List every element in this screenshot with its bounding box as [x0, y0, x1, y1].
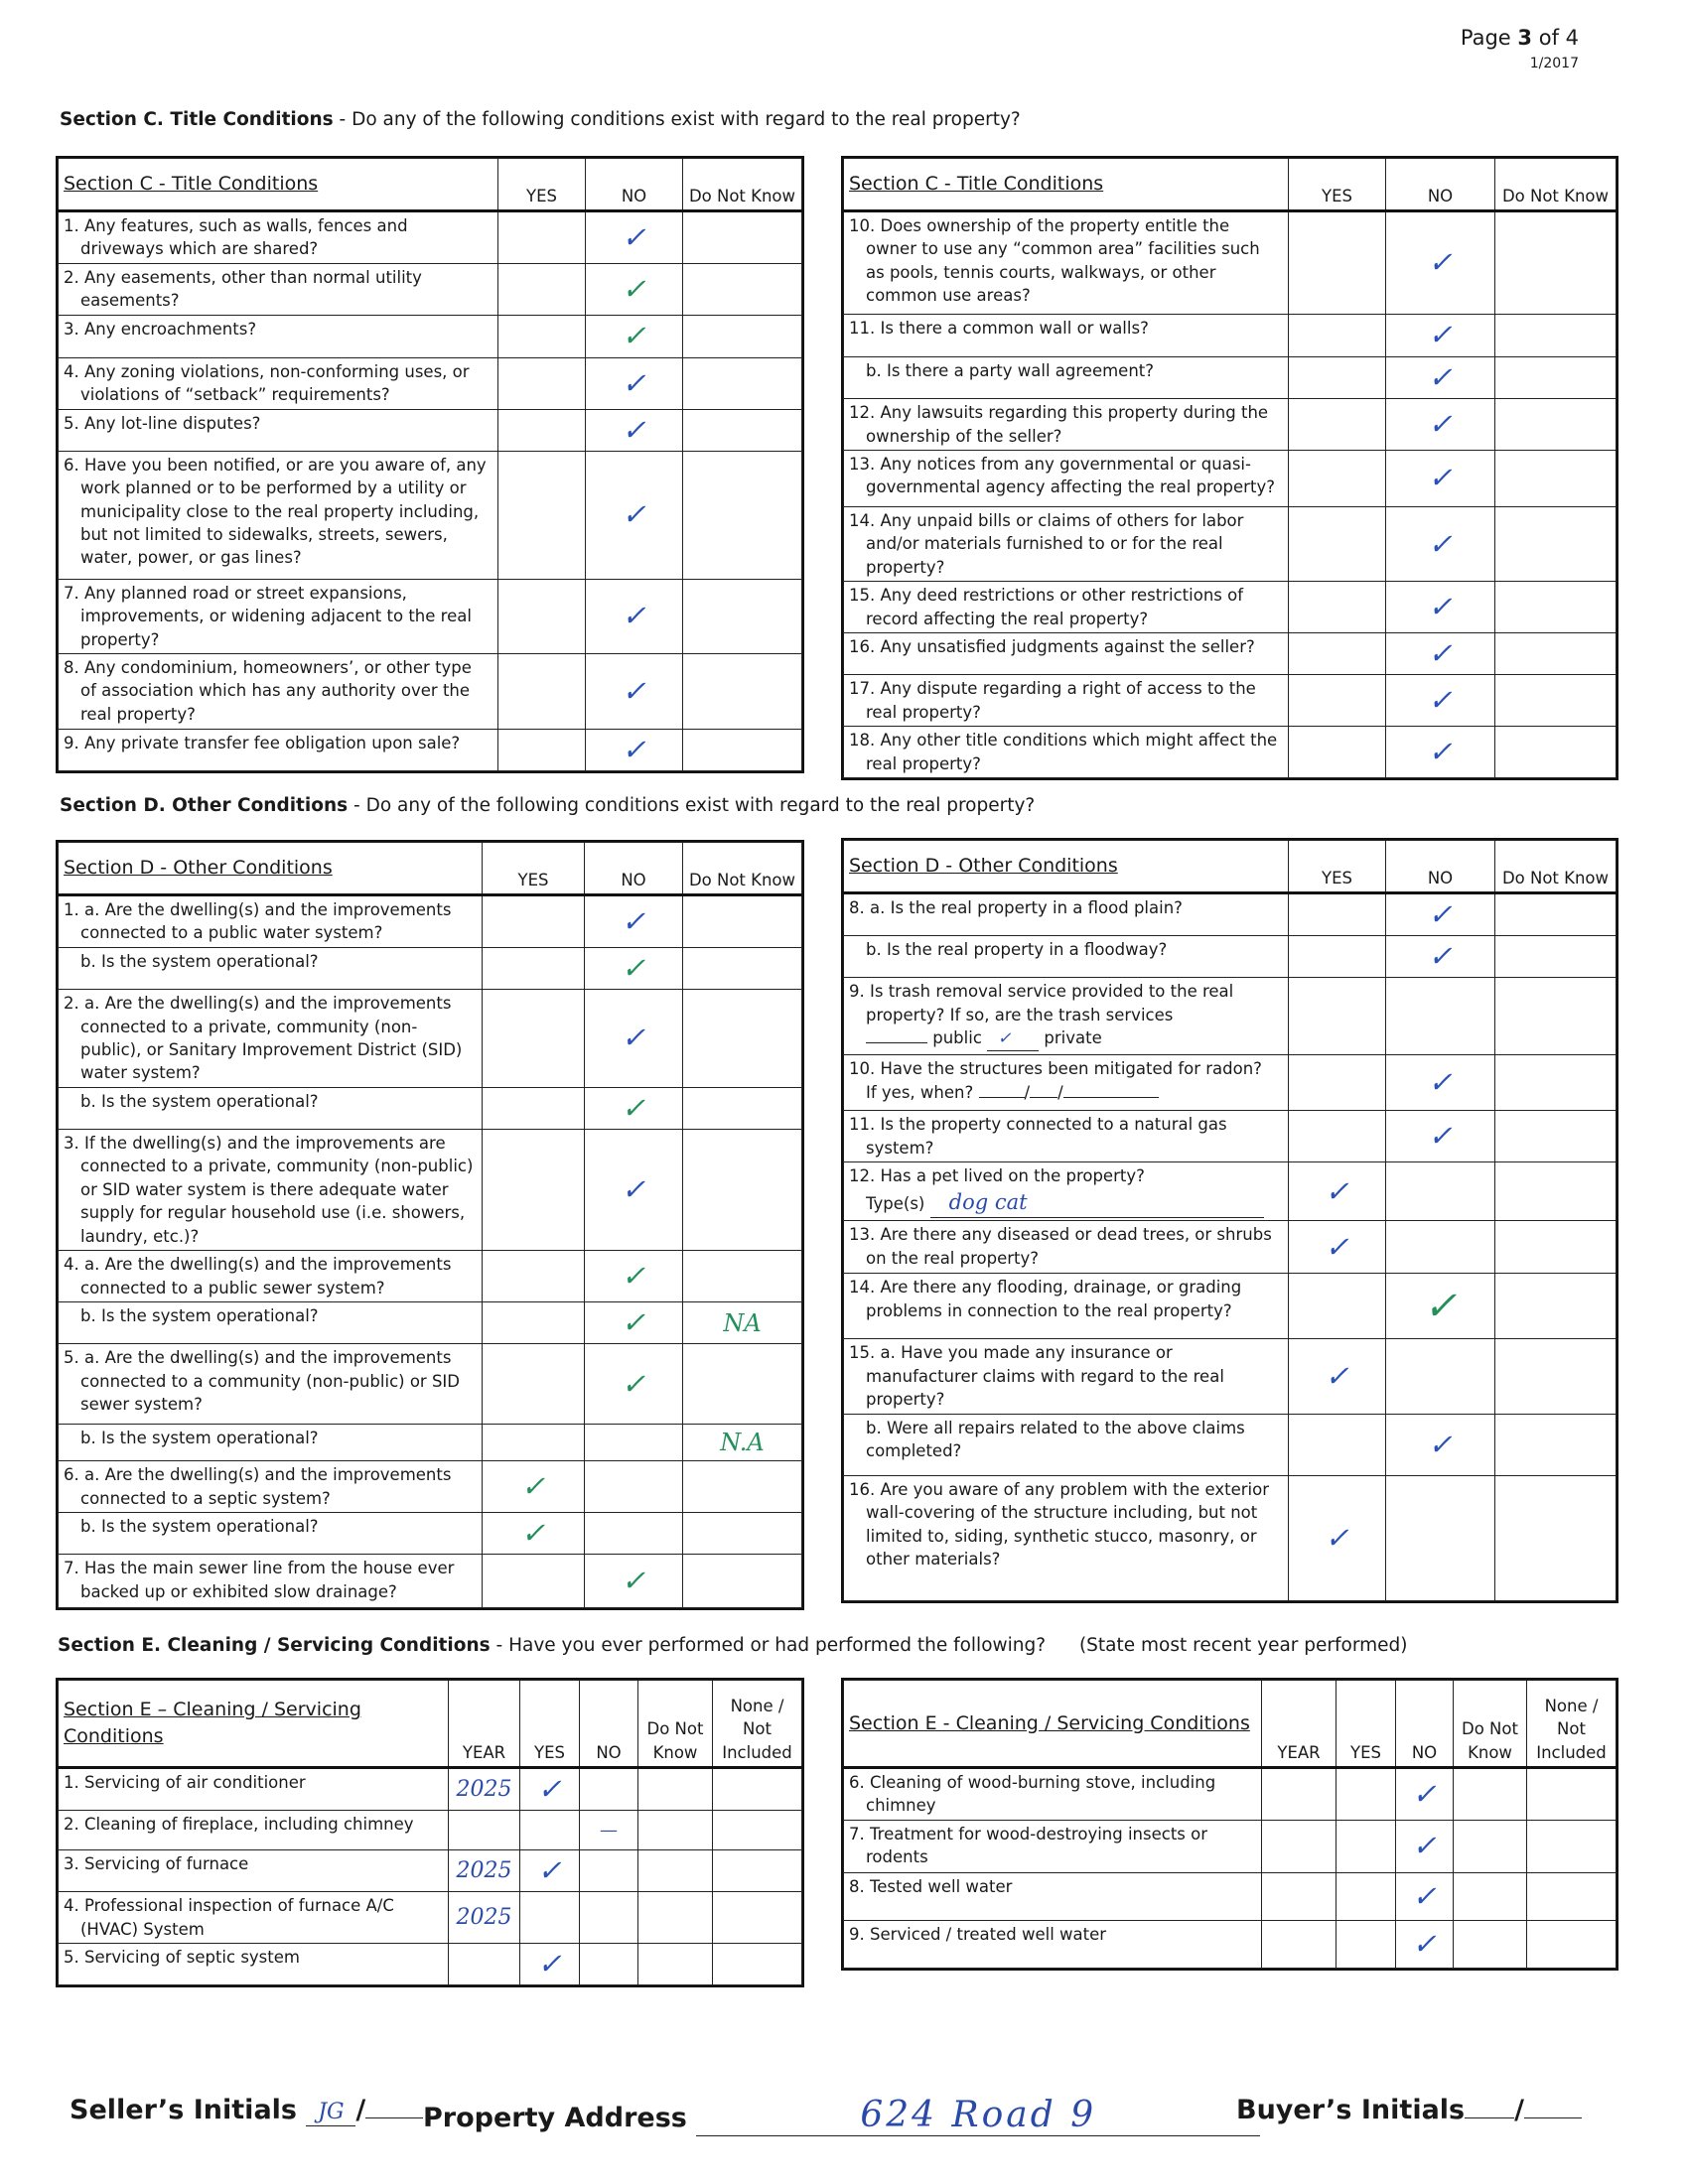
year-handwriting: 2025	[456, 1905, 512, 1931]
check-mark: ✓	[1325, 1358, 1349, 1393]
year-handwriting: 2025	[456, 1776, 512, 1802]
check-mark: ✓	[1428, 245, 1453, 280]
table-row: 1. Any features, such as walls, fences and driveways which are shared? ✓	[59, 211, 802, 264]
table-row: 14. Are there any flooding, drainage, or grading problems in connection to the real property? ✓	[844, 1274, 1617, 1339]
table-row: 9. Serviced / treated well water ✓	[844, 1921, 1617, 1969]
check-mark: ✓	[621, 1366, 646, 1401]
table-row: 16. Are you aware of any problem with the exterior wall-covering of the structure including, but not limited to, siding, synthetic stucco, masonry, or other materials? ✓	[844, 1475, 1617, 1600]
table-row: b. Is the system operational? ✓	[59, 1087, 802, 1129]
check-mark: ✓	[622, 732, 646, 766]
check-mark: ✓	[1428, 734, 1453, 768]
check-mark: ✓	[1428, 590, 1453, 624]
table-row: 9. Any private transfer fee obligation upon sale? ✓	[59, 729, 802, 770]
table-row: 13. Any notices from any governmental or quasi-governmental agency affecting the real property? ✓	[844, 451, 1617, 507]
dash-mark: —	[600, 1819, 618, 1841]
check-mark: ✓	[621, 1021, 646, 1055]
check-mark: ✓	[1428, 897, 1453, 931]
section-d-table-right: Section D - Other Conditions YES NO Do Not Know 8. a. Is the real property in a flood plain? ✓ b. Is the real property in a floodway? ✓ 9. Is trash removal service provided to the real property? If so, are the trash services public ✓ private 10. Have the structures been mitigated for radon? If yes, when? / / ✓ 11. Is the property connected to a natural gas system? ✓ 12. Has a pet lived on the property? Type(s) dog cat ✓ 13. Are there any diseased or dead trees, or shrubs on the real property? ✓ 14. Are there any flooding, drainage, or grading problems in connection to the real property? ✓ 15. a. Have you made any insurance or manufacturer claims with regard to the real property? ✓ b. Were all repairs related to the above claims completed? ✓ 16. Are you aware of any problem with the exterior wall-covering of the structure including, but not limited to, siding, synthetic stucco, masonry, or other materials? ✓	[843, 840, 1617, 1601]
table-row: 10. Have the structures been mitigated for radon? If yes, when? / / ✓	[844, 1055, 1617, 1111]
table-row: 6. Have you been notified, or are you aware of, any work planned or to be performed by a utility or municipality close to the real property including, but not limited to sidewalks, streets, sewers, water, power, or gas lines? ✓	[59, 451, 802, 579]
check-mark: ✓	[1428, 461, 1453, 495]
table-row: 4. a. Are the dwelling(s) and the improvements connected to a public sewer system? ✓	[59, 1251, 802, 1302]
section-c-table-left: Section C - Title Conditions YES NO Do Not Know 1. Any features, such as walls, fences and driveways which are shared? ✓ 2. Any easements, other than normal utility easements? ✓ 3. Any encroachments? ✓ 4. Any zoning violations, non-conforming uses, or violations of “setback” requirements? ✓ 5. Any lot-line disputes? ✓ 6. Have you been notified, or are you aware of, any work planned or to be performed by a utility or municipality close to the real property including, but not limited to sidewalks, streets, sewers, water, power, or gas lines? ✓ 7. Any planned road or street expansions, improvements, or widening adjacent to the real property? ✓ 8. Any condominium, homeowners’, or other type of association which has any authority over the real property? ✓ 9. Any private transfer fee obligation upon sale? ✓	[58, 158, 802, 771]
table-row: 13. Are there any diseased or dead trees, or shrubs on the real property? ✓	[844, 1221, 1617, 1274]
check-mark: ✓	[1428, 636, 1453, 671]
table-row: 14. Any unpaid bills or claims of others for labor and/or materials furnished to or for the real property? ✓	[844, 507, 1617, 582]
section-e-table-right: Section E - Cleaning / Servicing Conditions YEAR YES NO Do Not Know None / Not Included 6. Cleaning of wood-burning stove, including chimney ✓ 7. Treatment for wood-destroying insects or rodents ✓ 8. Tested well water ✓ 9. Serviced / treated well water ✓	[843, 1680, 1617, 1969]
check-mark: ✓	[1428, 939, 1453, 974]
check-mark: ✓	[621, 1258, 646, 1293]
table-title: Section E – Cleaning / Servicing Conditions	[59, 1681, 449, 1768]
check-mark: ✓	[1428, 407, 1453, 441]
table-row: 3. Servicing of furnace 2025 ✓	[59, 1850, 802, 1892]
table-row: 8. Any condominium, homeowners’, or other type of association which has any authority over the real property? ✓	[59, 653, 802, 729]
check-mark: ✓	[1428, 360, 1453, 394]
check-mark: ✓	[621, 1304, 646, 1339]
pet-type-handwriting: dog cat	[948, 1189, 1028, 1214]
seller-initials: Seller’s Initials JG /	[70, 2095, 423, 2126]
year-handwriting: 2025	[456, 1858, 512, 1884]
check-mark: ✓	[622, 412, 646, 447]
check-mark: ✓	[622, 271, 646, 306]
table-row: 15. Any deed restrictions or other restrictions of record affecting the real property? ✓	[844, 582, 1617, 633]
check-mark: ✓	[1428, 1119, 1453, 1154]
section-c-table-right: Section C - Title Conditions YES NO Do Not Know 10. Does ownership of the property entitle the owner to use any “common area” facilities such as pools, tennis courts, walkways, or other common use areas? ✓ 11. Is there a common wall or walls? ✓ b. Is there a party wall agreement? ✓ 12. Any lawsuits regarding this property during the ownership of the seller? ✓ 13. Any notices from any governmental or quasi-governmental agency affecting the real property? ✓ 14. Any unpaid bills or claims of others for labor and/or materials furnished to or for the real property? ✓ 15. Any deed restrictions or other restrictions of record affecting the real property? ✓ 16. Any unsatisfied judgments against the seller? ✓ 17. Any dispute regarding a right of access to the real property? ✓ 18. Any other title conditions which might affect the real property? ✓	[843, 158, 1617, 778]
check-mark: ✓	[1428, 526, 1453, 561]
check-mark: ✓	[1412, 1878, 1437, 1913]
table-row: 11. Is there a common wall or walls? ✓	[844, 315, 1617, 357]
table-row: 1. Servicing of air conditioner 2025 ✓	[59, 1768, 802, 1811]
check-mark: ✓	[621, 903, 646, 938]
table-row: 15. a. Have you made any insurance or manufacturer claims with regard to the real property? ✓	[844, 1339, 1617, 1414]
table-row: 12. Has a pet lived on the property? Type(s) dog cat ✓	[844, 1162, 1617, 1221]
check-mark: ✓	[621, 951, 646, 985]
check-mark: ✓	[1428, 1065, 1453, 1100]
check-mark: ✓	[1412, 1776, 1437, 1811]
check-mark: ✓	[1423, 1283, 1458, 1329]
check-mark: ✓	[622, 365, 646, 400]
table-title: Section C - Title Conditions	[59, 159, 498, 211]
property-address: Property Address 624 Road 9	[423, 2095, 1260, 2136]
table-row: 18. Any other title conditions which might affect the real property? ✓	[844, 727, 1617, 778]
check-mark: ✓	[622, 497, 646, 532]
table-row: 6. a. Are the dwelling(s) and the improvements connected to a septic system? ✓	[59, 1461, 802, 1513]
check-mark: ✓	[1428, 1427, 1453, 1461]
table-row: b. Is the real property in a floodway? ✓	[844, 936, 1617, 978]
table-row: 2. Any easements, other than normal utility easements? ✓	[59, 263, 802, 315]
table-row: 3. Any encroachments? ✓	[59, 315, 802, 357]
table-row: 9. Is trash removal service provided to the real property? If so, are the trash services public ✓ private	[844, 978, 1617, 1055]
table-row: b. Were all repairs related to the above claims completed? ✓	[844, 1414, 1617, 1475]
table-row: 7. Any planned road or street expansions, improvements, or widening adjacent to the real property? ✓	[59, 579, 802, 653]
check-mark: ✓	[622, 599, 646, 633]
section-d-heading: Section D. Other Conditions - Do any of the following conditions exist with regard to the real property?	[60, 795, 1036, 816]
table-row: 2. a. Are the dwelling(s) and the improvements connected to a private, community (non-public), or Sanitary Improvement District (SID) water system? ✓	[59, 990, 802, 1088]
table-row: 5. a. Are the dwelling(s) and the improvements connected to a community (non-public) or SID sewer system? ✓	[59, 1344, 802, 1425]
check-mark: ✓	[1325, 1520, 1349, 1555]
check-mark: ✓	[1325, 1173, 1349, 1208]
check-mark: ✓	[537, 1853, 562, 1888]
table-row: b. Is the system operational? ✓ NA	[59, 1301, 802, 1343]
table-row: 6. Cleaning of wood-burning stove, including chimney ✓	[844, 1768, 1617, 1821]
check-mark: ✓	[622, 319, 646, 353]
table-row: 12. Any lawsuits regarding this property during the ownership of the seller? ✓	[844, 399, 1617, 451]
table-row: 5. Servicing of septic system ✓	[59, 1944, 802, 1985]
table-title: Section E - Cleaning / Servicing Conditions	[844, 1681, 1262, 1768]
seller-initials-handwriting: JG	[318, 2100, 345, 2124]
address-handwriting: 624 Road 9	[860, 2095, 1097, 2135]
check-mark: ✓	[622, 219, 646, 254]
table-title: Section C - Title Conditions	[844, 159, 1289, 211]
check-mark: ✓	[1325, 1229, 1349, 1264]
check-mark: ✓	[1412, 1829, 1437, 1863]
table-row: 17. Any dispute regarding a right of access to the real property? ✓	[844, 675, 1617, 727]
table-title: Section D - Other Conditions	[59, 843, 483, 895]
check-mark: ✓	[520, 1468, 546, 1503]
check-mark: ✓	[537, 1947, 562, 1981]
form-revision: 1/2017	[1529, 56, 1579, 71]
section-c-heading: Section C. Title Conditions - Do any of the following conditions exist with regard to the real property?	[60, 109, 1021, 130]
section-e-table-left: Section E – Cleaning / Servicing Conditions YEAR YES NO Do Not Know None / Not Included 1. Servicing of air conditioner 2025 ✓ 2. Cleaning of fireplace, including chimney — 3. Servicing of furnace 2025 ✓ 4. Professional inspection of furnace A/C (HVAC) System 2025 5. Servicing of septic system ✓	[58, 1680, 802, 1985]
check-mark: ✓	[621, 1172, 646, 1206]
table-row: 4. Any zoning violations, non-conforming uses, or violations of “setback” requirements? ✓	[59, 357, 802, 409]
check-mark: ✓	[621, 1564, 646, 1598]
section-e-heading: Section E. Cleaning / Servicing Conditions - Have you ever performed or had performed the following? (State most recent year performed)	[58, 1635, 1408, 1656]
check-mark: ✓	[1412, 1926, 1437, 1961]
table-row: 8. Tested well water ✓	[844, 1873, 1617, 1921]
table-row: 2. Cleaning of fireplace, including chimney —	[59, 1811, 802, 1850]
table-row: b. Is the system operational? ✓	[59, 948, 802, 990]
check-mark: ✓	[1428, 318, 1453, 352]
table-row: b. Is the system operational? N.A	[59, 1425, 802, 1461]
page-number: Page 3 of 4	[1460, 26, 1579, 50]
table-row: 7. Treatment for wood-destroying insects or rodents ✓	[844, 1821, 1617, 1873]
check-mark: ✓	[537, 1772, 562, 1806]
table-row: b. Is there a party wall agreement? ✓	[844, 357, 1617, 399]
check-mark: ✓	[1428, 683, 1453, 718]
table-row: 5. Any lot-line disputes? ✓	[59, 409, 802, 451]
buyer-initials: Buyer’s Initials /	[1236, 2095, 1582, 2125]
table-row: 7. Has the main sewer line from the house ever backed up or exhibited slow drainage? ✓	[59, 1555, 802, 1608]
table-row: 10. Does ownership of the property entitle the owner to use any “common area” facilities such as pools, tennis courts, walkways, or other common use areas? ✓	[844, 211, 1617, 315]
table-row: b. Is the system operational? ✓	[59, 1513, 802, 1555]
table-row: 3. If the dwelling(s) and the improvements are connected to a private, community (non-public) or SID water system is there adequate water supply for regular household use (i.e. showers, laundry, etc.)? ✓	[59, 1130, 802, 1251]
table-row: 16. Any unsatisfied judgments against the seller? ✓	[844, 633, 1617, 675]
check-mark: ✓	[622, 673, 646, 708]
table-title: Section D - Other Conditions	[844, 841, 1289, 893]
table-row: 11. Is the property connected to a natural gas system? ✓	[844, 1111, 1617, 1162]
table-row: 1. a. Are the dwelling(s) and the improvements connected to a public water system? ✓	[59, 895, 802, 948]
check-mark: ✓	[997, 1028, 1012, 1048]
check-mark: ✓	[520, 1516, 546, 1550]
handwritten-na: N.A	[720, 1429, 765, 1457]
table-row: 8. a. Is the real property in a flood plain? ✓	[844, 893, 1617, 936]
handwritten-na: NA	[723, 1308, 762, 1337]
section-d-table-left: Section D - Other Conditions YES NO Do Not Know 1. a. Are the dwelling(s) and the improvements connected to a public water system? ✓ b. Is the system operational? ✓ 2. a. Are the dwelling(s) and the improvements connected to a private, community (non-public), or Sanitary Improvement District (SID) water system? ✓ b. Is the system operational? ✓ 3. If the dwelling(s) and the improvements are connected to a private, community (non-public) or SID water system is there adequate water supply for regular household use (i.e. showers, laundry, etc.)? ✓ 4. a. Are the dwelling(s) and the improvements connected to a public sewer system? ✓ b. Is the system operational? ✓ NA 5. a. Are the dwelling(s) and the improvements connected to a community (non-public) or SID sewer system? ✓ b. Is the system operational? N.A 6. a. Are the dwelling(s) and the improvements connected to a septic system? ✓ b. Is the system operational? ✓ 7. Has the main sewer line from the house ever backed up or exhibited slow drainage? ✓	[58, 842, 802, 1608]
check-mark: ✓	[621, 1090, 646, 1125]
table-row: 4. Professional inspection of furnace A/C (HVAC) System 2025	[59, 1892, 802, 1944]
